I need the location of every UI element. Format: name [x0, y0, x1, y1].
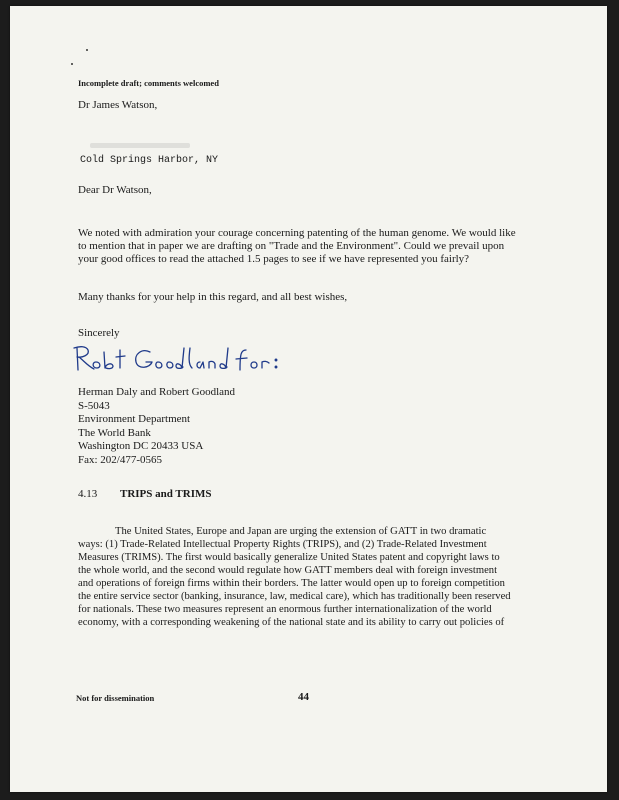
page-number: 44 — [298, 691, 309, 703]
stray-mark — [71, 63, 73, 65]
text-line: We noted with admiration your courage concerning patenting of the human genome. We would like — [78, 227, 516, 239]
section-title: TRIPS and TRIMS — [120, 488, 212, 500]
text-line: your good offices to read the attached 1.5 pages to see if we have represented you fairly? — [78, 253, 470, 265]
draft-note: Incomplete draft; comments welcomed — [78, 78, 219, 88]
letter-paragraph-1 — [78, 227, 516, 266]
recipient-name: Dr James Watson, — [78, 99, 158, 111]
sender-organization: The World Bank — [78, 426, 151, 439]
sender-block — [78, 386, 235, 467]
stray-mark — [86, 49, 88, 51]
section-number: 4.13 — [78, 488, 98, 500]
document-page — [10, 6, 607, 792]
sender-room: S-5043 — [78, 399, 110, 412]
text-line: and operations of foreign firms within their borders. The latter would open up to foreign competition — [78, 578, 505, 589]
text-line: the entire service sector (banking, insurance, law, medical care), which has traditionally been reserved — [78, 591, 511, 602]
text-line: The United States, Europe and Japan are urging the extension of GATT in two dramatic — [115, 526, 487, 537]
letter-paragraph-2: Many thanks for your help in this regard, and all best wishes, — [78, 291, 348, 303]
text-line: the whole world, and the second would regulate how GATT members deal with foreign investment — [78, 565, 498, 576]
sender-city: Washington DC 20433 USA — [78, 440, 204, 452]
recipient-location: Cold Springs Harbor, NY — [80, 155, 219, 166]
salutation: Dear Dr Watson, — [78, 184, 152, 196]
closing: Sincerely — [78, 327, 120, 339]
text-line: ways: (1) Trade-Related Intellectual Property Rights (TRIPS), and (2) Trade-Related Investment — [78, 539, 487, 550]
handwritten-signature — [68, 340, 288, 380]
footer-note: Not for dissemination — [76, 693, 155, 703]
text-line: to mention that in paper we are drafting on "Trade and the Environment". Could we prevail upon — [78, 240, 505, 252]
text-line: Measures (TRIMS). The first would basically generalize United States patent and copyright laws to — [78, 552, 500, 563]
section-body — [78, 525, 511, 629]
text-line: for nationals. These two measures represent an enormous further internationalization of the world — [78, 604, 492, 615]
erased-address-line — [90, 143, 190, 148]
sender-fax: Fax: 202/477-0565 — [78, 453, 163, 466]
text-line: economy, with a corresponding weakening of the national state and its ability to carry out policies of — [78, 617, 505, 628]
sender-department: Environment Department — [78, 413, 191, 425]
sender-names: Herman Daly and Robert Goodland — [78, 386, 236, 398]
